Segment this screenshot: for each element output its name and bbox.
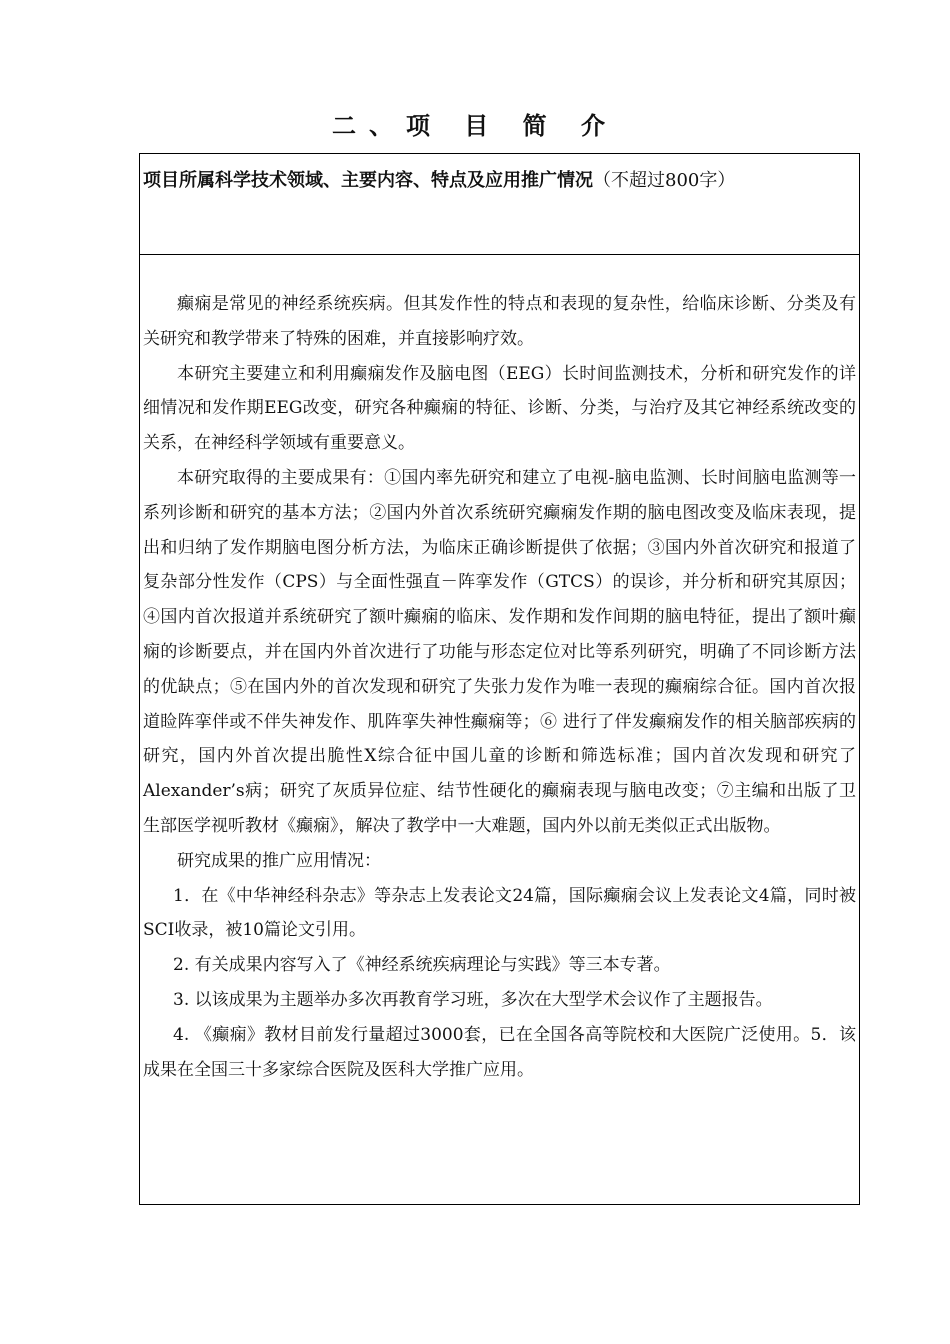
paragraph-application-heading: 研究成果的推广应用情况：: [177, 850, 381, 871]
paragraph-method: 本研究主要建立和利用癫痫发作及脑电图（EEG）长时间监测技术，分析和研究发作的详细情况和发作期EEG改变，研究各种癫痫的特征、诊断、分类，与治疗及其它神经系统改变的关系，在神经科学领域有重要意义。: [143, 363, 856, 454]
summary-body: [143, 287, 856, 1087]
application-item: 3. 以该成果为主题举办多次再教育学习班，多次在大型学术会议作了主题报告。: [173, 989, 773, 1010]
field-note: （不超过800字）: [593, 170, 736, 191]
application-item: 1．在《中华神经科杂志》等杂志上发表论文24篇，国际癫痫会议上发表论文4篇，同时被SCI收录，被10篇论文引用。: [143, 885, 856, 941]
field-header-row: [140, 154, 859, 255]
paragraph-results: 本研究取得的主要成果有：①国内率先研究和建立了电视-脑电监测、长时间脑电监测等一系列诊断和研究的基本方法；②国内外首次系统研究癫痫发作期的脑电图改变及临床表现，提出和归纳了发作期脑电图分析方法，为临床正确诊断提供了依据；③国内外首次研究和报道了复杂部分性发作（CPS）与全面性强直－阵挛发作（GTCS）的误诊，并分析和研究其原因；④国内首次报道并系统研究了额叶癫痫的临床、发作期和发作间期的脑电特征，提出了额叶癫痫的诊断要点，并在国内外首次进行了功能与形态定位对比等系列研究，明确了不同诊断方法的优缺点；⑤在国内外的首次发现和研究了失张力发作为唯一表现的癫痫综合征。国内首次报道睑阵挛伴或不伴失神发作、肌阵挛失神性癫痫等；⑥ 进行了伴发癫痫发作的相关脑部疾病的研究，国内外首次提出脆性X综合征中国儿童的诊断和筛选标准；国内首次发现和研究了Alexander’s病；研究了灰质异位症、结节性硬化的癫痫表现与脑电改变；⑦主编和出版了卫生部医学视听教材《癫痫》，解决了教学中一大难题，国内外以前无类似正式出版物。: [143, 467, 856, 836]
section-title: 二、项 目 简 介: [331, 112, 619, 140]
field-label: 项目所属科学技术领域、主要内容、特点及应用推广情况: [143, 170, 593, 191]
paragraph-intro: 癫痫是常见的神经系统疾病。但其发作性的特点和表现的复杂性，给临床诊断、分类及有关研究和教学带来了特殊的困难，并直接影响疗效。: [143, 294, 856, 349]
application-item: 2. 有关成果内容写入了《神经系统疾病理论与实践》等三本专著。: [173, 955, 671, 976]
application-item: 4. 《癫痫》教材目前发行量超过3000套，已在全国各高等院校和大医院广泛使用。5．该成果在全国三十多家综合医院及医科大学推广应用。: [143, 1024, 856, 1080]
project-summary-table: [139, 153, 860, 1205]
